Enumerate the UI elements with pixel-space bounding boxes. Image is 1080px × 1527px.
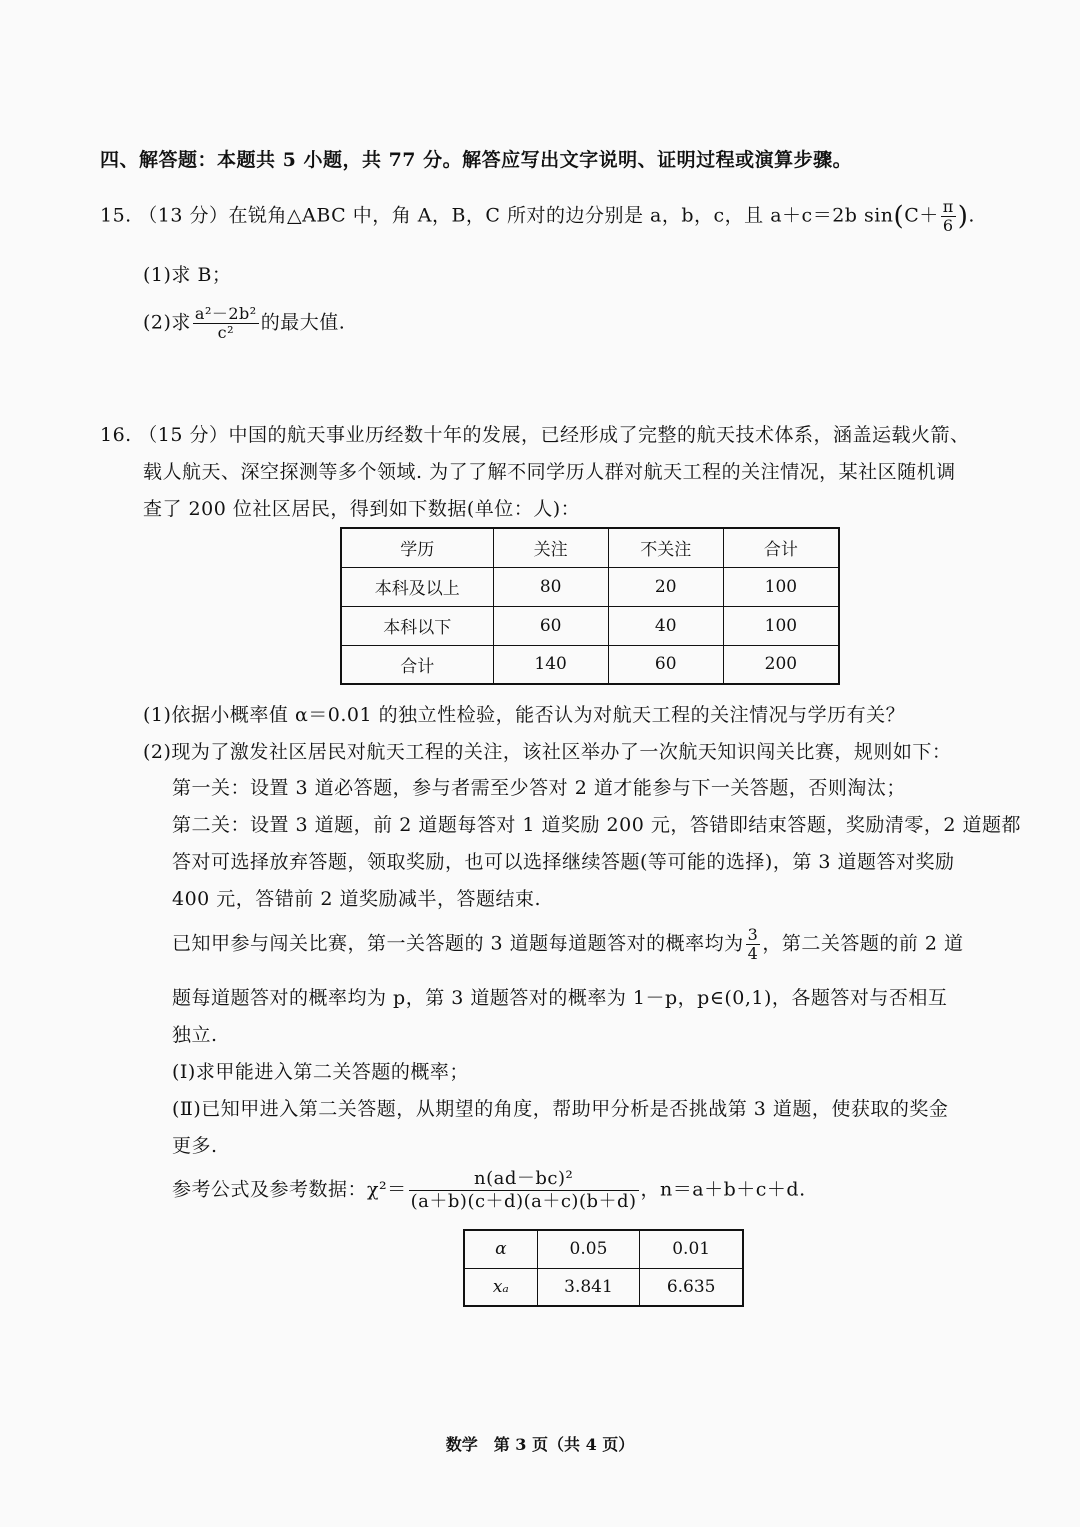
q16-formula: 参考公式及参考数据：χ²＝ $\frac{\text{n(ad－bc)²}}{(a+b)(c+d)(a+c)(b+d)}$ ，n＝a＋b＋c＋d.	[172, 1168, 806, 1212]
q15-part1: (1)求 B；	[143, 264, 232, 286]
table-row: 本科以下 60 40 100	[341, 606, 839, 645]
q16-sub1: (Ⅰ)求甲能进入第二关答题的概率；	[172, 1061, 469, 1083]
table-row: 本科及以上 80 20 100	[341, 567, 839, 606]
q16-rule2-line1: 第二关：设置 3 道题，前 2 道题每答对 1 道奖励 200 元，答错即结束答题，奖励清零，2 道题都	[172, 814, 1021, 836]
table-row: xₐ 3.841 6.635	[464, 1268, 743, 1306]
survey-table-header: 学历 关注 不关注 合计	[341, 528, 839, 567]
q16-number: 16.	[100, 424, 132, 446]
table-row: α 0.05 0.01	[464, 1230, 743, 1268]
chi-square-fraction: $\frac{\text{n(ad－bc)²}}{(a+b)(c+d)(a+c)(b+d)}$	[410, 1168, 637, 1212]
q16-stem-line3: 查了 200 位社区居民，得到如下数据(单位：人)：	[143, 498, 581, 520]
q16-stem-line1: 16. （15 分）中国的航天事业历经数十年的发展，已经形成了完整的航天技术体系，涵盖运载火箭、	[100, 424, 970, 446]
q15-pi-over-6: $\frac{\pi}{6}$	[942, 197, 954, 235]
table-row: 合计 140 60 200	[341, 645, 839, 684]
q15-part2-fraction: $\frac{\text{a²－2b²}}{\text{c²}}$	[194, 304, 257, 342]
section-heading: 四、解答题：本题共 5 小题，共 77 分。解答应写出文字说明、证明过程或演算步骤。	[100, 149, 853, 171]
q16-sub2-line2: 更多.	[172, 1135, 218, 1157]
reference-table	[463, 1229, 744, 1307]
q16-rule1: 第一关：设置 3 道必答题，参与者需至少答对 2 道才能参与下一关答题，否则淘汰；	[172, 777, 906, 799]
q15-stem-inner: C＋	[904, 204, 939, 227]
q16-known-line1: 已知甲参与闯关比赛，第一关答题的 3 道题每道题答对的概率均为 $\frac{3}{4}$ ，第二关答题的前 2 道	[172, 925, 964, 963]
three-quarters-fraction: $\frac{3}{4}$	[747, 925, 759, 963]
q15-stem-before: （13 分）在锐角△ABC 中，角 A，B，C 所对的边分别是 a，b，c，且 a＋c＝2b sin	[138, 204, 894, 227]
q16-part1: (1)依据小概率值 α＝0.01 的独立性检验，能否认为对航天工程的关注情况与学历有关？	[143, 704, 906, 726]
q16-known-line2: 题每道题答对的概率均为 p，第 3 道题答对的概率为 1－p，p∈(0,1)，各题答对与否相互	[172, 987, 948, 1009]
q16-known-line3: 独立.	[172, 1024, 218, 1046]
q16-part2: (2)现为了激发社区居民对航天工程的关注，该社区举办了一次航天知识闯关比赛，规则如下：	[143, 741, 952, 763]
q15-number: 15.	[100, 204, 132, 227]
q15-part2: (2)求 $\frac{\text{a²－2b²}}{\text{c²}}$ 的最大值.	[143, 304, 346, 342]
q15-stem-end: .	[968, 204, 975, 227]
q15-stem: 15. （13 分）在锐角△ABC 中，角 A，B，C 所对的边分别是 a，b，c，且 a＋c＝2b sin(C＋ $\frac{\pi}{6}$ ).	[100, 197, 975, 235]
q16-rule2-line2: 答对可选择放弃答题，领取奖励，也可以选择继续答题(等可能的选择)，第 3 道题答对奖励	[172, 851, 955, 873]
survey-table	[340, 527, 840, 685]
q16-rule2-line3: 400 元，答错前 2 道奖励减半，答题结束.	[172, 888, 542, 910]
q16-sub2-line1: (Ⅱ)已知甲进入第二关答题，从期望的角度，帮助甲分析是否挑战第 3 道题，使获取的奖金	[172, 1098, 949, 1120]
page-footer: 数学 第 3 页（共 4 页）	[445, 1435, 635, 1454]
q16-stem-line2: 载人航天、深空探测等多个领域. 为了了解不同学历人群对航天工程的关注情况，某社区随机调	[143, 461, 956, 483]
